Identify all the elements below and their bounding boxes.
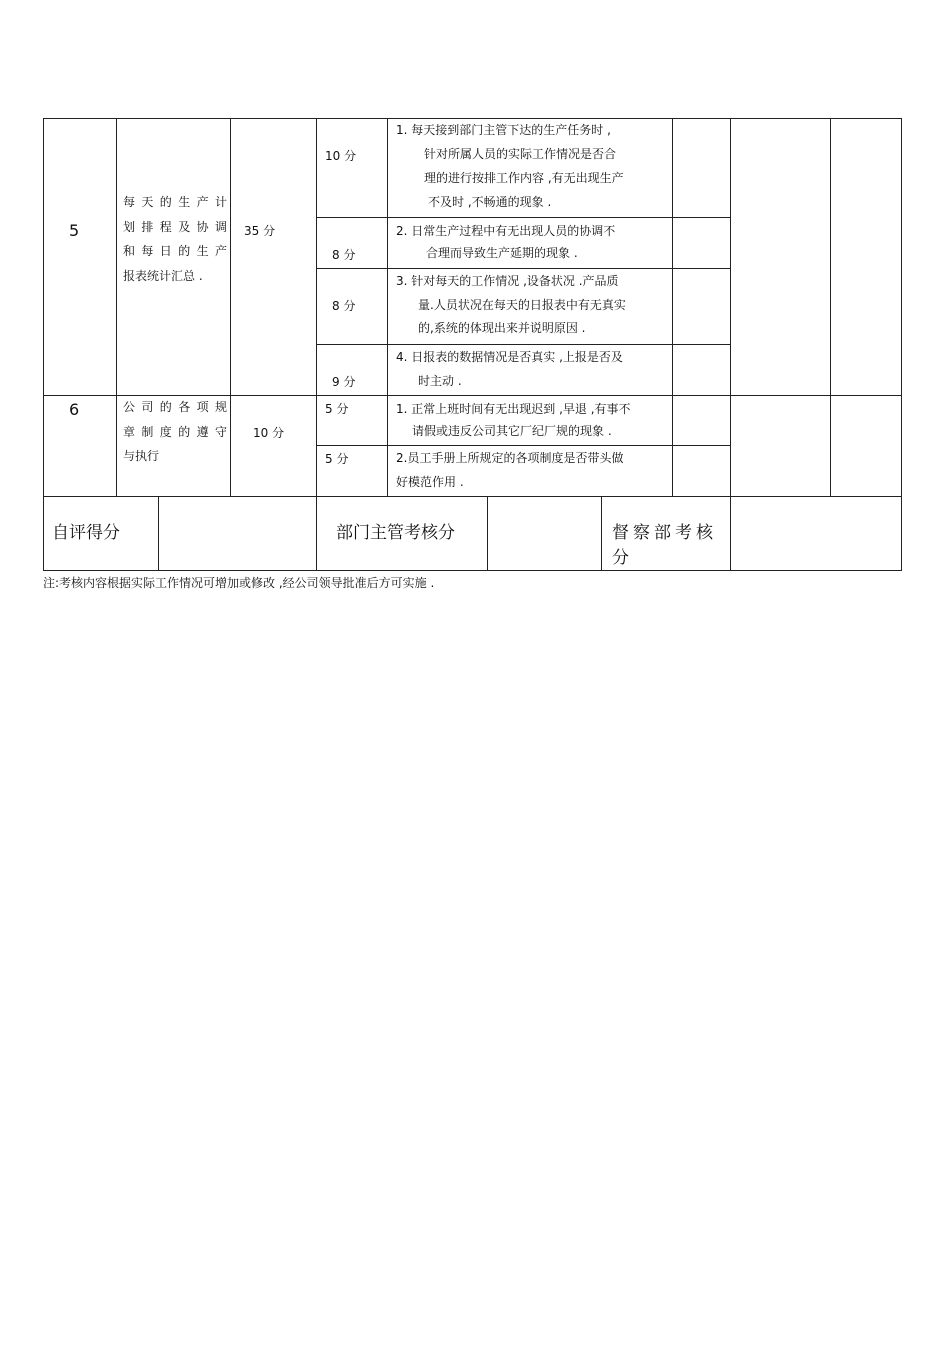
row-divider (316, 268, 731, 269)
column-divider (487, 496, 488, 571)
criterion-line: 不及时 ,不畅通的现象 . (428, 195, 552, 209)
table-bottom-border (43, 570, 902, 571)
criterion-line: 请假或违反公司其它厂纪厂规的现象 . (412, 424, 612, 438)
row-divider (316, 217, 731, 218)
criterion-line: 时主动 . (418, 374, 462, 388)
footnote: 注:考核内容根据实际工作情况可增加或修改 ,经公司领导批准后方可实施 . (43, 576, 435, 590)
column-divider (601, 496, 602, 571)
row-number: 5 (69, 221, 80, 240)
total-score: 10 分 (253, 426, 285, 440)
criterion-line: 量.人员状况在每天的日报表中有无真实 (418, 298, 626, 312)
criterion-line: 1. 正常上班时间有无出现迟到 ,早退 ,有事不 (396, 402, 631, 416)
column-divider (672, 118, 673, 496)
supervise-score-label: 督察部考核 (612, 523, 717, 543)
item-description: 每天的生产计 划排程及协调 和每日的生产 报表统计汇总 . (123, 195, 227, 283)
self-score-label: 自评得分 (52, 523, 120, 543)
sub-score: 9 分 (332, 375, 356, 389)
criterion-line: 的,系统的体现出来并说明原因 . (418, 321, 586, 335)
column-divider (158, 496, 159, 571)
supervise-score-label-cont: 分 (612, 548, 629, 568)
criterion-line: 好模范作用 . (396, 475, 464, 489)
criterion-line: 2. 日常生产过程中有无出现人员的协调不 (396, 224, 616, 238)
manager-score-label: 部门主管考核分 (336, 523, 455, 543)
column-divider (230, 118, 231, 496)
sub-score: 5 分 (325, 402, 349, 416)
criterion-line: 理的进行按排工作内容 ,有无出现生产 (424, 171, 624, 185)
sub-score: 10 分 (325, 149, 357, 163)
criterion-line: 1. 每天接到部门主管下达的生产任务时 , (396, 123, 611, 137)
column-divider (316, 118, 317, 571)
column-divider (730, 118, 731, 571)
row-divider (316, 445, 731, 446)
sub-score: 8 分 (332, 299, 356, 313)
sub-score: 8 分 (332, 248, 356, 262)
row-number: 6 (69, 400, 80, 419)
column-divider (830, 118, 831, 496)
column-divider (387, 118, 388, 496)
criterion-line: 3. 针对每天的工作情况 ,设备状况 .产品质 (396, 274, 619, 288)
criterion-line: 针对所属人员的实际工作情况是否合 (424, 147, 617, 161)
criterion-line: 4. 日报表的数据情况是否真实 ,上报是否及 (396, 350, 623, 364)
row-divider (316, 344, 731, 345)
table-top-border (43, 118, 902, 119)
row-divider (43, 496, 902, 497)
table-left-border (43, 118, 44, 571)
criterion-line: 合理而导致生产延期的现象 . (426, 246, 578, 260)
total-score: 35 分 (244, 224, 276, 238)
column-divider (116, 118, 117, 496)
sub-score: 5 分 (325, 452, 349, 466)
item-description: 公司的各项规 章制度的遵守 与执行 (123, 400, 227, 463)
table-right-border (901, 118, 902, 571)
criterion-line: 2.员工手册上所规定的各项制度是否带头做 (396, 451, 624, 465)
